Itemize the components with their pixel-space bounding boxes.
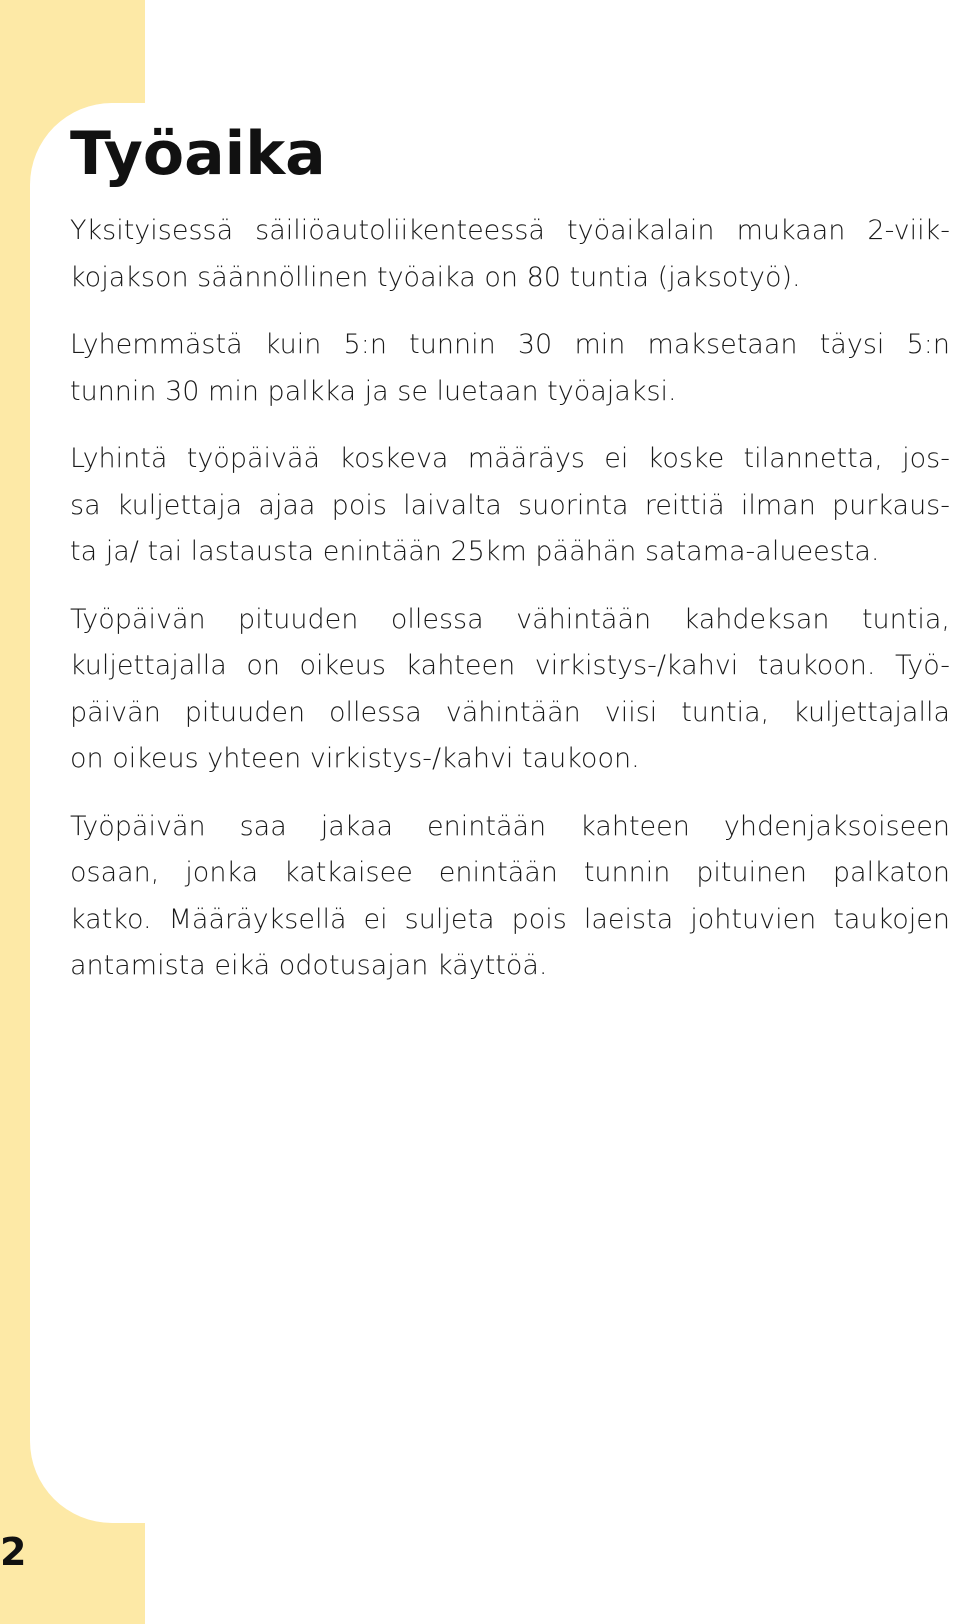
text-line: Työpäivän pituuden ollessa vähintään kahdeksan tuntia,: [70, 603, 950, 635]
paragraph-2: [70, 322, 950, 415]
text-line: Yksityisessä säiliöautoliikenteessä työaikalain mukaan 2-viik-: [70, 215, 950, 246]
page-number: 2: [0, 1530, 27, 1574]
text-line: Lyhintä työpäivää koskeva määräys ei koske tilannetta, jos-: [70, 443, 950, 474]
text-line: Lyhemmästä kuin 5:n tunnin 30 min maksetaan täysi 5:n: [70, 329, 950, 360]
text-line: kojakson säännöllinen työaika on 80 tuntia (jaksotyö).: [70, 261, 801, 293]
text-line: osaan, jonka katkaisee enintään tunnin pituinen palkaton: [70, 857, 950, 888]
text-line: päivän pituuden ollessa vähintään viisi tuntia, kuljettajalla: [70, 696, 950, 728]
text-line: tunnin 30 min palkka ja se luetaan työajaksi.: [70, 375, 677, 407]
text-line: kuljettajalla on oikeus kahteen virkistys-/kahvi taukoon. Työ-: [70, 650, 950, 681]
text-line: ta ja/ tai lastausta enintään 25km päähän satama-alueesta.: [70, 536, 880, 567]
paragraph-3: [70, 436, 950, 576]
text-line: on oikeus yhteen virkistys-/kahvi taukoon.: [70, 743, 640, 774]
paragraph-1: [70, 208, 950, 301]
text-line: Työpäivän saa jakaa enintään kahteen yhdenjaksoiseen: [70, 810, 950, 842]
paragraph-4: [70, 597, 950, 783]
paragraph-5: [70, 804, 950, 990]
text-line: antamista eikä odotusajan käyttöä.: [70, 950, 548, 981]
text-line: sa kuljettaja ajaa pois laivalta suorinta reittiä ilman purkaus-: [70, 489, 950, 521]
body-text: [70, 208, 950, 1011]
page-title: Työaika: [70, 119, 326, 189]
text-line: katko. Määräyksellä ei suljeta pois laeista johtuvien taukojen: [70, 903, 950, 935]
